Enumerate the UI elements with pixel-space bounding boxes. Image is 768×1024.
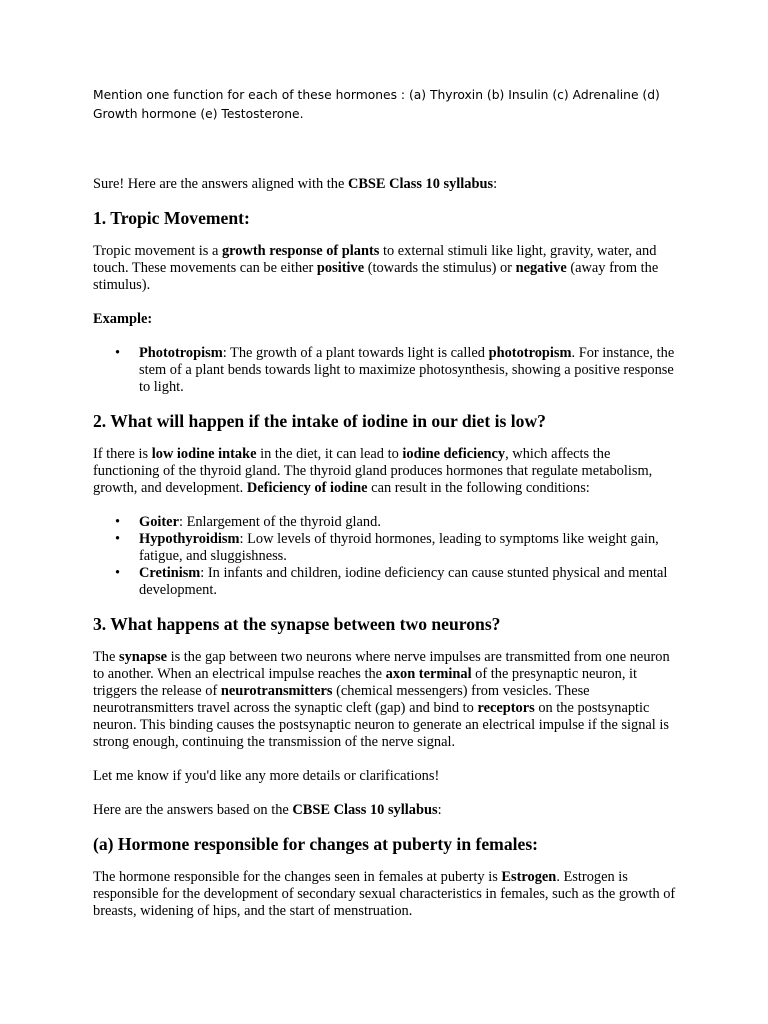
answer-body [93,176,677,920]
synapse-paragraph: The synapse is the gap between two neurons where nerve impulses are transmitted from one neuron to another. When an electrical impulse reaches the axon terminal of the presynaptic neuron, it triggers the release of neurotransmitters (chemical messengers) from vesicles. These neurotransmitters travel across the synaptic cleft (gap) and bind to receptors on the postsynaptic neuron. This binding causes the postsynaptic neuron to generate an electrical impulse if the signal is strong enough, continuing the transmission of the nerve signal. [93,649,670,750]
intro-paragraph: Sure! Here are the answers aligned with the CBSE Class 10 syllabus: [93,176,498,192]
iodine-paragraph: If there is low iodine intake in the diet, it can lead to iodine deficiency, which affects the functioning of the thyroid gland. The thyroid gland produces hormones that regulate metabolism, growth, and development. Deficiency of iodine can result in the following conditions: [93,446,653,496]
list-item: • Hypothyroidism: Low levels of thyroid hormones, leading to symptoms like weight gain, fatigue, and sluggishness. [139,531,677,565]
section-heading-tropic-movement: 1. Tropic Movement: [93,208,250,228]
list-item: • Cretinism: In infants and children, iodine deficiency can cause stunted physical and mental development. [139,565,677,599]
example-list [93,345,677,396]
iodine-conditions-list [93,514,677,599]
list-item: • Phototropism: The growth of a plant towards light is called phototropism. For instance, the stem of a plant bends towards light to maximize photosynthesis, showing a positive response to light. [139,345,677,396]
question-text: Mention one function for each of these hormones : (a) Thyroxin (b) Insulin (c) Adrenaline (d) Growth hormone (e) Testosterone. [93,88,660,121]
section-heading-puberty-hormone: (a) Hormone responsible for changes at puberty in females: [93,834,539,854]
section-heading-iodine: 2. What will happen if the intake of iodine in our diet is low? [93,411,546,431]
list-item: • Goiter: Enlargement of the thyroid gland. [139,514,677,531]
tropic-movement-paragraph: Tropic movement is a growth response of plants to external stimuli like light, gravity, water, and touch. These movements can be either positive (towards the stimulus) or negative (away from the stimulus). [93,243,659,293]
puberty-hormone-paragraph: The hormone responsible for the changes seen in females at puberty is Estrogen. Estrogen is responsible for the development of secondary sexual characteristics in females, such as the growth of breasts, widening of hips, and the start of menstruation. [93,869,676,919]
section-heading-synapse: 3. What happens at the synapse between two neurons? [93,614,501,634]
example-label: Example: [93,311,153,327]
intro-paragraph-2: Here are the answers based on the CBSE Class 10 syllabus: [93,802,442,818]
document-page [93,86,677,920]
closing-paragraph: Let me know if you'd like any more details or clarifications! [93,768,440,784]
